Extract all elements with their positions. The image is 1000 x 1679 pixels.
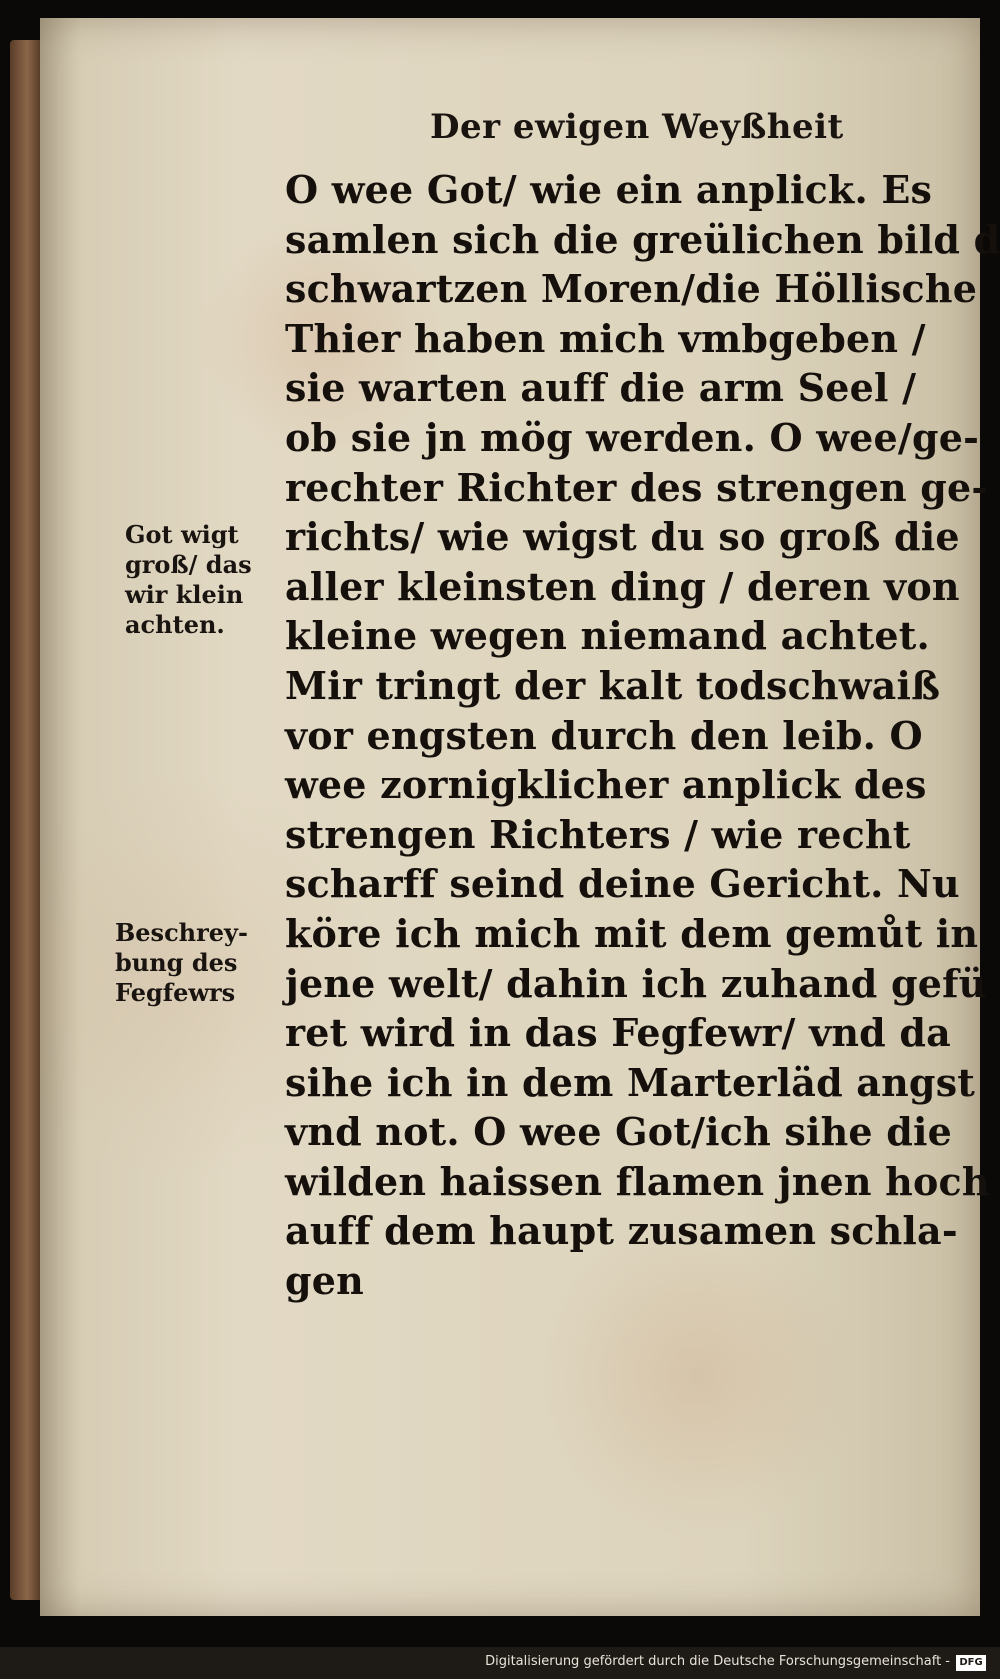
- margin-note-line: Got wigt: [125, 520, 239, 549]
- text-line: sie warten auff die arm Seel /: [285, 365, 917, 411]
- footer-credit: Digitalisierung gefördert durch die Deutsche Forschungsgemeinschaft -: [485, 1654, 950, 1669]
- text-line: richts/ wie wigst du so groß die: [285, 514, 960, 560]
- text-line: kleine wegen niemand achtet.: [285, 613, 930, 659]
- text-line: sihe ich in dem Marterläd angst: [285, 1059, 976, 1105]
- text-line: köre ich mich mit dem gemůt in: [285, 910, 979, 956]
- text-line: vnd not. O wee Got/ich sihe die: [285, 1109, 953, 1155]
- text-line: jene welt/ dahin ich zuhand gefü: [285, 960, 987, 1006]
- footer-bar: [0, 1647, 1000, 1679]
- text-line: auff dem haupt zusamen schla-: [285, 1208, 958, 1254]
- margin-note-line: bung des: [115, 948, 238, 977]
- dfg-logo-icon: DFG: [956, 1655, 986, 1671]
- text-line: Mir tringt der kalt todschwaiß: [285, 662, 941, 708]
- text-line: O wee Got/ wie ein anplick. Es: [285, 167, 933, 212]
- text-line: wilden haissen flamen jnen hoch: [285, 1158, 990, 1204]
- running-header: Der ewigen Weyßheit: [430, 107, 844, 147]
- text-line: strengen Richters / wie recht: [285, 811, 911, 857]
- text-line: ob sie jn mög werden. O wee/ge-: [285, 414, 980, 460]
- text-line: vor engsten durch den leib. O: [285, 712, 923, 758]
- text-line: wee zornigklicher anplick des: [285, 762, 927, 808]
- text-line: samlen sich die greülichen bild d: [285, 216, 1000, 262]
- main-text: [285, 165, 1000, 1306]
- text-line: Thier haben mich vmbgeben /: [285, 315, 926, 361]
- margin-note-line: achten.: [125, 610, 225, 639]
- margin-note-1: [125, 520, 252, 640]
- margin-note-line: Beschrey-: [115, 918, 248, 947]
- margin-note-line: Fegfewrs: [115, 978, 236, 1007]
- text-line: aller kleinsten ding / deren von: [285, 563, 960, 609]
- text-line: rechter Richter des strengen ge-: [285, 464, 988, 510]
- text-line: schwartzen Moren/die Höllische: [285, 266, 978, 312]
- text-line: scharff seind deine Gericht. Nu: [285, 861, 960, 907]
- margin-note-line: groß/ das: [125, 550, 252, 579]
- margin-note-line: wir klein: [125, 580, 244, 609]
- book-spine-edge: [10, 40, 44, 1600]
- margin-note-2: [115, 918, 248, 1008]
- text-line: gen: [285, 1258, 364, 1304]
- text-line: ret wird in das Fegfewr/ vnd da: [285, 1010, 951, 1056]
